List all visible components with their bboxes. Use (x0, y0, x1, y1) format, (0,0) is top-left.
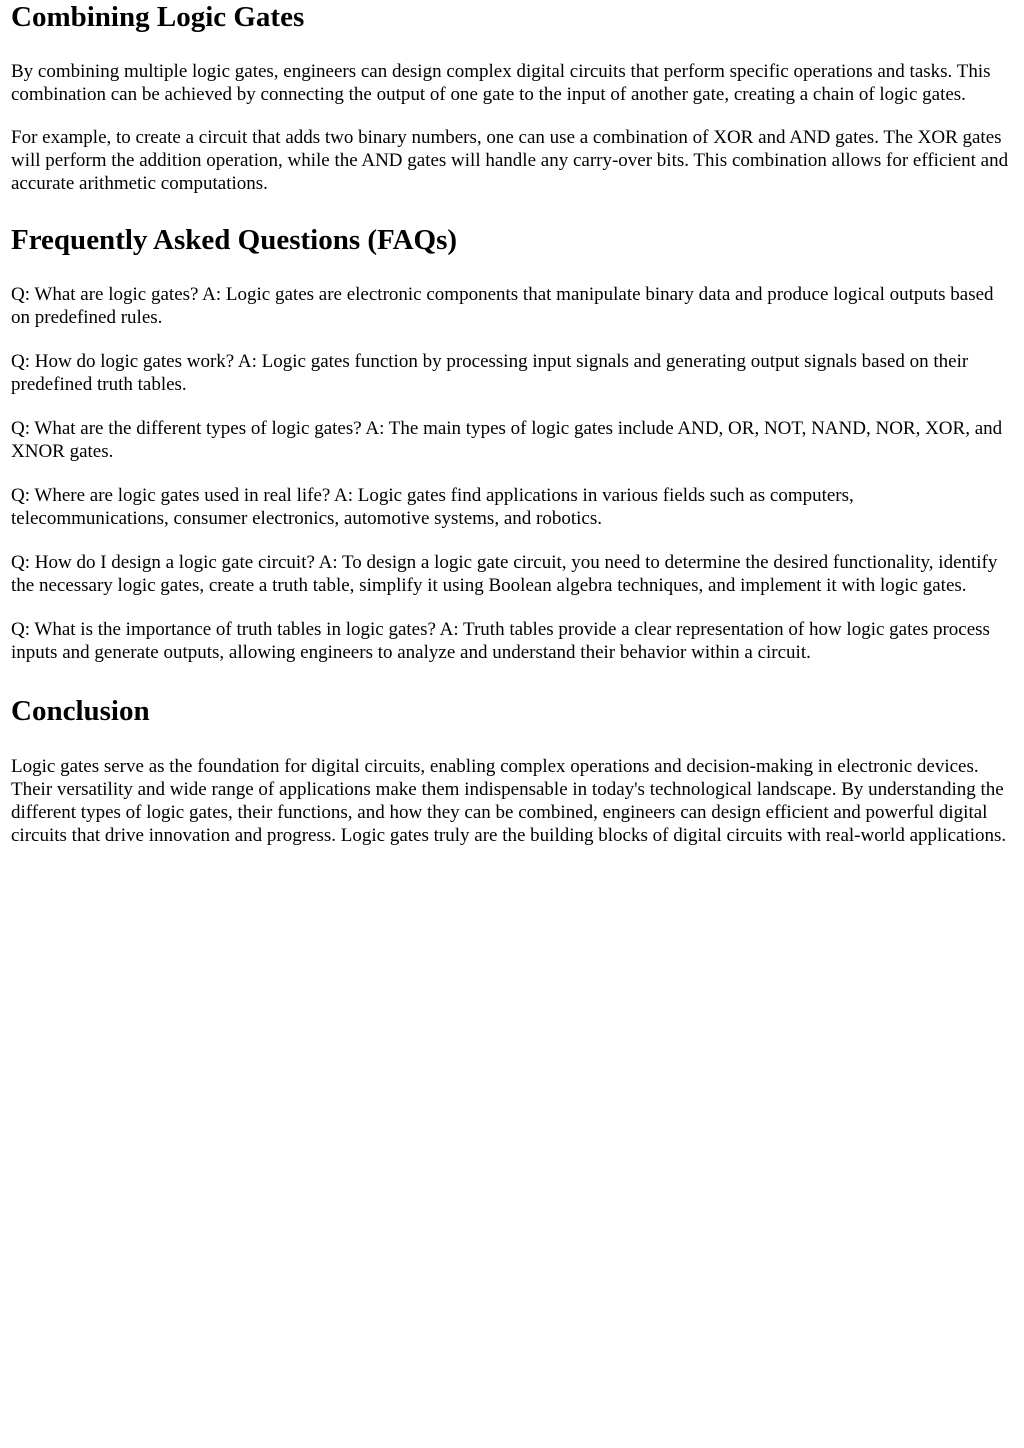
faq-item: Q: What are the different types of logic gates? A: The main types of logic gates include AND, OR, NOT, NAND, NOR, XOR, and XNOR gates. (11, 418, 1003, 462)
faq-item: Q: Where are logic gates used in real life? A: Logic gates find applications in various fields such as computers, telecommunications, consumer electronics, automotive systems, and robotics. (11, 485, 854, 529)
faq-item: Q: What are logic gates? A: Logic gates are electronic components that manipulate binary data and produce logical outputs based on predefined rules. (11, 284, 994, 328)
faq-item: Q: How do logic gates work? A: Logic gates function by processing input signals and generating output signals based on their predefined truth tables. (11, 351, 969, 395)
section-conclusion (11, 694, 1014, 847)
paragraph-conclusion: Logic gates serve as the foundation for digital circuits, enabling complex operations and decision-making in electronic devices. Their versatility and wide range of applications make them indispensable in today's technological landscape. By understanding the different types of logic gates, their functions, and how they can be combined, engineers can design efficient and powerful digital circuits that drive innovation and progress. Logic gates truly are the building blocks of digital circuits with real-world applications. (11, 756, 1007, 846)
heading-faqs: Frequently Asked Questions (FAQs) (11, 224, 458, 256)
paragraph-combining-example: For example, to create a circuit that adds two binary numbers, one can use a combination of XOR and AND gates. The XOR gates will perform the addition operation, while the AND gates will handle any carry-over bits. This combination allows for efficient and accurate arithmetic computations. (11, 127, 1009, 194)
heading-combining-logic-gates: Combining Logic Gates (11, 1, 305, 33)
heading-conclusion: Conclusion (11, 695, 150, 727)
paragraph-combining-intro: By combining multiple logic gates, engineers can design complex digital circuits that perform specific operations and tasks. This combination can be achieved by connecting the output of one gate to the input of another gate, creating a chain of logic gates. (11, 61, 991, 105)
section-combining-logic-gates (11, 0, 1014, 195)
section-faqs (11, 223, 1014, 664)
faq-item: Q: What is the importance of truth tables in logic gates? A: Truth tables provide a clear representation of how logic gates process inputs and generate outputs, allowing engineers to analyze and understand their behavior within a circuit. (11, 619, 990, 663)
faq-item: Q: How do I design a logic gate circuit? A: To design a logic gate circuit, you need to determine the desired functionality, identify the necessary logic gates, create a truth table, simplify it using Boolean algebra techniques, and implement it with logic gates. (11, 552, 998, 596)
